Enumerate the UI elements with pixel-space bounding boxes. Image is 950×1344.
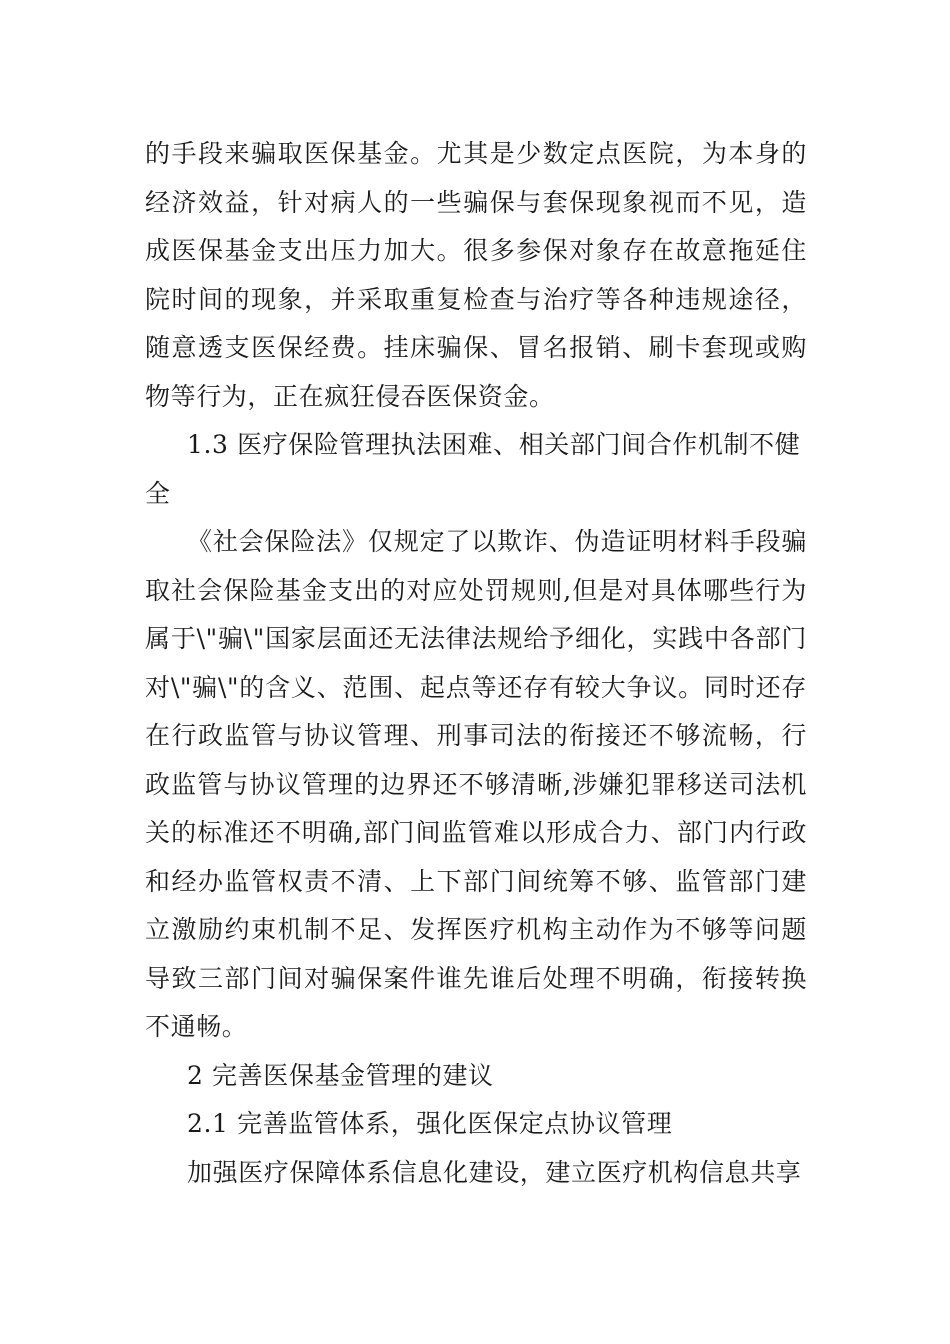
section-heading-2-1: 2.1 完善监管体系，强化医保定点协议管理 <box>187 1109 673 1138</box>
body-paragraph-info-system: 加强医疗保障体系信息化建设，建立医疗机构信息共享 <box>187 1157 802 1187</box>
body-paragraph-continued: 的手段来骗取医保基金。尤其是少数定点医院，为本身的经济效益，针对病人的一些骗保与套保现象视而不见，造成医保基金支出压力加大。很多参保对象存在故意拖延住院时间的现象，并采取重复检查与治疗等各种违规途径，随意透支医保经费。挂床骗保、冒名报销、刷卡套现或购物等行为，正在疯狂侵吞医保资金。 <box>145 139 807 411</box>
document-page <box>145 130 807 1197</box>
body-paragraph-social-insurance-law: 《社会保险法》仅规定了以欺诈、伪造证明材料手段骗取社会保险基金支出的对应处罚规则,但是对具体哪些行为属于\"骗\"国家层面还无法律法规给予细化，实践中各部门对\"骗\"的含义、范围、起点等还存有较大争议。同时还存在行政监管与协议管理、刑事司法的衔接还不够流畅，行政监管与协议管理的边界还不够清晰,涉嫌犯罪移送司法机关的标准还不明确,部门间监管难以形成合力、部门内行政和经办监管权责不清、上下部门间统筹不够、监管部门建立激励约束机制不足、发挥医疗机构主动作为不够等问题导致三部门间对骗保案件谁先谁后处理不明确，衔接转换不通畅。 <box>145 527 807 1041</box>
section-heading-2: 2 完善医保基金管理的建议 <box>187 1060 494 1090</box>
section-heading-1-3: 1.3 医疗保险管理执法困难、相关部门间合作机制不健全 <box>145 430 801 508</box>
